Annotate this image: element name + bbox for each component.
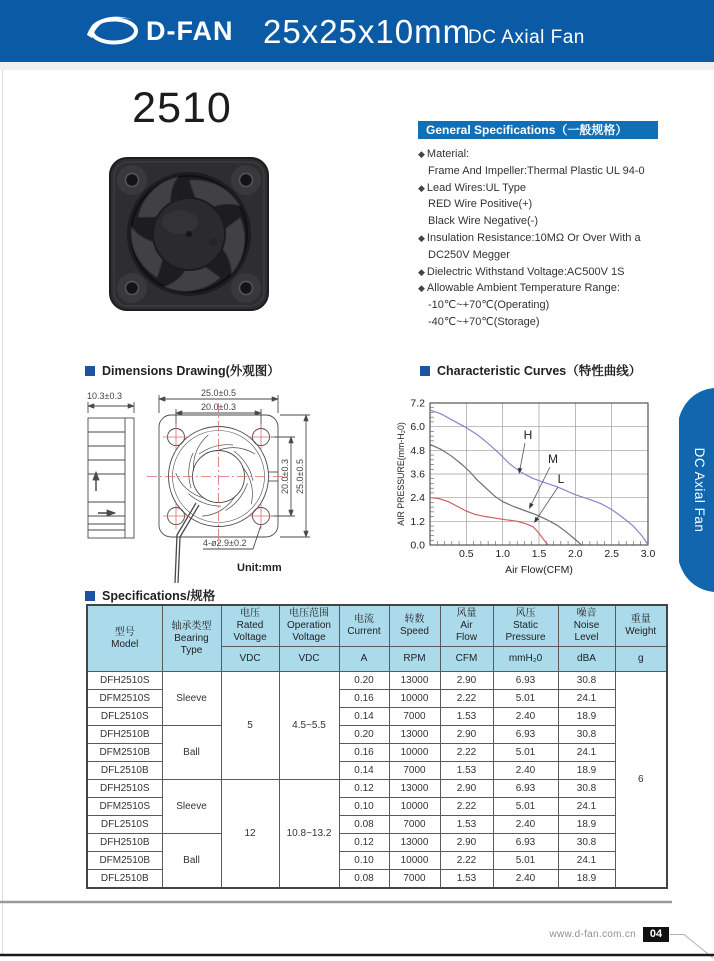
svg-text:AIR PRESSURE(mm-H₂0): AIR PRESSURE(mm-H₂0) (396, 422, 406, 526)
cell-value: 7000 (389, 762, 440, 780)
cell-value: 24.1 (558, 798, 615, 816)
cell-value: 2.40 (493, 816, 558, 834)
dfan-logo-icon (84, 11, 144, 51)
col-unit: A (339, 647, 389, 672)
section-title-dimensions: Dimensions Drawing(外观图） (85, 361, 280, 379)
cell-value: 0.20 (339, 672, 389, 690)
side-tab-label: DC Axial Fan (692, 447, 707, 533)
col-header: 转数 Speed (389, 605, 440, 647)
cell-operation-voltage: 10.8~13.2 (279, 780, 339, 889)
cell-value: 5.01 (493, 798, 558, 816)
cell-operation-voltage: 4.5~5.5 (279, 672, 339, 780)
cell-value: 0.14 (339, 708, 389, 726)
cell-rated-voltage: 5 (221, 672, 279, 780)
cell-bearing: Ball (162, 834, 221, 889)
spec-item: RED Wire Positive(+) (428, 198, 533, 211)
series-label-H: H (523, 428, 533, 442)
cell-value: 1.53 (440, 816, 493, 834)
cell-value: 13000 (389, 672, 440, 690)
svg-text:3.0: 3.0 (640, 548, 656, 560)
svg-text:7.2: 7.2 (410, 397, 425, 410)
table-row (87, 726, 667, 744)
section-square-icon (85, 591, 95, 601)
series-label-M: M (548, 452, 558, 466)
cell-model: DFH2510B (87, 834, 162, 852)
dimensions-drawing (85, 383, 395, 588)
col-unit: RPM (389, 647, 440, 672)
svg-text:1.5: 1.5 (531, 548, 547, 560)
fan-product-photo (100, 150, 280, 322)
svg-text:1.2: 1.2 (410, 515, 425, 528)
cell-value: 5.01 (493, 852, 558, 870)
spec-item: Black Wire Negative(-) (428, 215, 539, 228)
cell-value: 1.53 (440, 762, 493, 780)
cell-value: 13000 (389, 726, 440, 744)
cell-value: 13000 (389, 834, 440, 852)
spec-item: ◆ Material: (418, 148, 470, 160)
cell-model: DFH2510S (87, 672, 162, 690)
col-header: 风压 Static Pressure (493, 605, 558, 647)
svg-text:4.8: 4.8 (410, 444, 425, 457)
dim-side-width: 10.3±0.3 (87, 391, 122, 401)
cell-value: 2.40 (493, 870, 558, 889)
footer-website: www.d-fan.com.cn (549, 929, 636, 940)
cell-value: 30.8 (558, 834, 615, 852)
cell-value: 30.8 (558, 780, 615, 798)
cell-model: DFL2510S (87, 816, 162, 834)
cell-model: DFH2510B (87, 726, 162, 744)
cell-value: 2.22 (440, 744, 493, 762)
cell-value: 0.14 (339, 762, 389, 780)
table-row (87, 834, 667, 852)
page-subtitle: DC Axial Fan (468, 27, 585, 48)
cell-value: 5.01 (493, 690, 558, 708)
col-header: 电流 Current (339, 605, 389, 647)
col-unit: g (615, 647, 667, 672)
svg-text:6.0: 6.0 (410, 421, 425, 434)
specifications-table (86, 604, 668, 889)
col-header: 电压 Rated Voltage (221, 605, 279, 647)
cell-value: 7000 (389, 816, 440, 834)
svg-text:3.6: 3.6 (410, 468, 425, 481)
cell-value: 5.01 (493, 744, 558, 762)
page-title: 25x25x10mm (263, 13, 472, 50)
cell-model: DFL2510S (87, 708, 162, 726)
cell-value: 0.12 (339, 834, 389, 852)
cell-value: 0.10 (339, 852, 389, 870)
dim-frame-width: 25.0±0.5 (201, 388, 236, 398)
svg-text:2.5: 2.5 (604, 548, 619, 560)
svg-text:Air Flow(CFM): Air Flow(CFM) (505, 564, 573, 576)
cell-bearing: Ball (162, 726, 221, 780)
cell-model: DFL2510B (87, 762, 162, 780)
cell-value: 2.22 (440, 852, 493, 870)
cell-value: 18.9 (558, 762, 615, 780)
cell-value: 0.12 (339, 780, 389, 798)
spec-item: ◆ Allowable Ambient Temperature Range: (418, 282, 620, 295)
cell-value: 1.53 (440, 870, 493, 889)
cell-value: 0.16 (339, 690, 389, 708)
cell-value: 0.08 (339, 816, 389, 834)
cell-bearing: Sleeve (162, 780, 221, 834)
cell-weight: 6 (615, 672, 667, 889)
dim-hole-pitch-v: 20.0±0.3 (280, 459, 290, 494)
col-unit: mmH₂0 (493, 647, 558, 672)
header-divider (0, 62, 714, 70)
general-specs-title: General Specifications（一般规格） (418, 121, 658, 139)
cell-value: 2.90 (440, 726, 493, 744)
cell-value: 7000 (389, 708, 440, 726)
cell-value: 6.93 (493, 834, 558, 852)
section-square-icon (85, 366, 95, 376)
cell-value: 30.8 (558, 726, 615, 744)
unit-label: Unit:mm (237, 562, 282, 574)
cell-value: 0.16 (339, 744, 389, 762)
col-unit: VDC (279, 647, 339, 672)
characteristic-curves-chart (395, 388, 663, 582)
cell-value: 18.9 (558, 870, 615, 889)
diamond-bullet-icon: ◆ (418, 232, 425, 243)
page-left-edge (2, 70, 3, 954)
col-header-model: 型号 Model (87, 605, 162, 672)
blade-outlines (170, 432, 260, 524)
col-header: 风量 Air Flow (440, 605, 493, 647)
diamond-bullet-icon: ◆ (418, 149, 425, 159)
cell-value: 10000 (389, 798, 440, 816)
section-title-curves: Characteristic Curves（特性曲线） (420, 361, 641, 379)
cell-value: 2.90 (440, 780, 493, 798)
cell-value: 2.40 (493, 762, 558, 780)
cell-value: 2.90 (440, 834, 493, 852)
col-header: 重量 Weight (615, 605, 667, 647)
col-unit: VDC (221, 647, 279, 672)
cell-model: DFL2510B (87, 870, 162, 889)
diamond-bullet-icon: ◆ (418, 182, 425, 193)
cell-value: 0.20 (339, 726, 389, 744)
logo-text: D-FAN (146, 16, 234, 46)
cell-model: DFM2510S (87, 690, 162, 708)
table-row (87, 672, 667, 690)
svg-text:0.0: 0.0 (410, 539, 425, 552)
cell-value: 1.53 (440, 708, 493, 726)
cell-value: 10000 (389, 690, 440, 708)
spec-item: ◆ Insulation Resistance:10MΩ Or Over With a (418, 231, 641, 244)
cell-model: DFM2510S (87, 798, 162, 816)
side-tab (674, 386, 714, 596)
svg-text:2.0: 2.0 (568, 548, 583, 560)
header-bar (0, 0, 714, 62)
cell-value: 10000 (389, 744, 440, 762)
spec-item: -40℃~+70℃(Storage) (428, 315, 540, 328)
cell-value: 6.93 (493, 672, 558, 690)
spec-item: ◆ Dielectric Withstand Voltage:AC500V 1S (418, 265, 625, 278)
model-number: 2510 (132, 84, 232, 132)
cell-value: 7000 (389, 870, 440, 889)
col-header-bearing: 轴承类型 Bearing Type (162, 605, 221, 672)
cell-value: 0.10 (339, 798, 389, 816)
spec-item: -10℃~+70℃(Operating) (428, 299, 550, 312)
cell-value: 18.9 (558, 708, 615, 726)
dim-hole-pitch-h: 20.0±0.3 (201, 402, 236, 412)
series-label-L: L (557, 472, 565, 486)
cell-value: 18.9 (558, 816, 615, 834)
diamond-bullet-icon: ◆ (418, 283, 425, 294)
cell-value: 2.22 (440, 690, 493, 708)
cell-value: 2.22 (440, 798, 493, 816)
cell-model: DFM2510B (87, 744, 162, 762)
svg-text:1.0: 1.0 (495, 548, 510, 560)
dim-frame-height: 25.0±0.5 (295, 459, 305, 494)
section-square-icon (420, 366, 430, 376)
col-header: 电压范围 Operation Voltage (279, 605, 339, 647)
cell-value: 2.40 (493, 708, 558, 726)
cell-model: DFM2510B (87, 852, 162, 870)
cell-value: 24.1 (558, 852, 615, 870)
cell-value: 13000 (389, 780, 440, 798)
cell-rated-voltage: 12 (221, 780, 279, 889)
svg-text:2.4: 2.4 (410, 492, 425, 505)
cell-model: DFH2510S (87, 780, 162, 798)
general-specs-list (418, 146, 710, 331)
diamond-bullet-icon: ◆ (418, 266, 425, 277)
section-title-specifications: Specifications/规格 (85, 586, 215, 604)
spec-item: DC250V Megger (428, 248, 510, 261)
spec-item: Frame And Impeller:Thermal Plastic UL 94-0 (428, 164, 645, 177)
spec-item: ◆ Lead Wires:UL Type (418, 181, 526, 194)
cell-value: 2.90 (440, 672, 493, 690)
cell-value: 24.1 (558, 744, 615, 762)
cell-value: 30.8 (558, 672, 615, 690)
col-unit: dBA (558, 647, 615, 672)
cell-value: 6.93 (493, 726, 558, 744)
table-row (87, 780, 667, 798)
page-number-badge: 04 (643, 927, 669, 942)
cell-value: 6.93 (493, 780, 558, 798)
svg-text:0.5: 0.5 (459, 548, 474, 560)
dim-hole-dia: 4-ø2.9±0.2 (203, 538, 247, 548)
col-unit: CFM (440, 647, 493, 672)
cell-value: 24.1 (558, 690, 615, 708)
cell-value: 0.08 (339, 870, 389, 889)
col-header: 噪音 Noise Level (558, 605, 615, 647)
cell-bearing: Sleeve (162, 672, 221, 726)
cell-value: 10000 (389, 852, 440, 870)
